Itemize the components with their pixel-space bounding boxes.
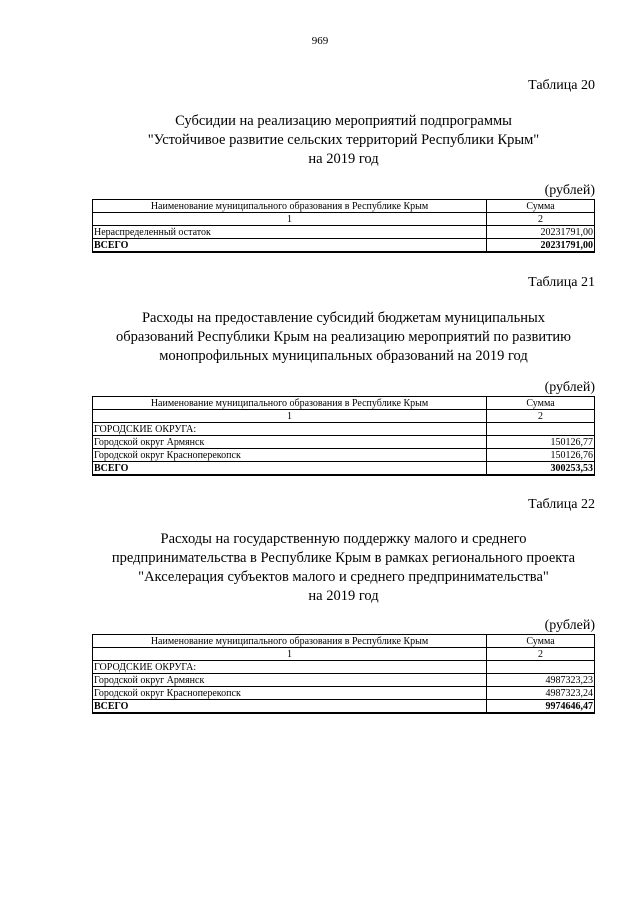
group-row bbox=[93, 661, 595, 674]
column-number: 2 bbox=[487, 410, 595, 423]
total-sum: 20231791,00 bbox=[487, 239, 595, 253]
title-line: Расходы на предоставление субсидий бюджетам муниципальных bbox=[141, 310, 546, 326]
sum-column-header: Сумма bbox=[487, 397, 595, 410]
name-column-header: Наименование муниципального образования в Республике Крым bbox=[93, 635, 487, 648]
row-sum: 150126,77 bbox=[487, 436, 595, 449]
table-21 bbox=[92, 396, 595, 476]
header-row bbox=[93, 397, 595, 410]
page-number: 969 bbox=[311, 35, 329, 47]
total-sum: 9974646,47 bbox=[487, 700, 595, 714]
title-line: Расходы на государственную поддержку малого и среднего bbox=[160, 531, 527, 547]
row-name: Нераспределенный остаток bbox=[93, 226, 487, 239]
row-sum: 4987323,23 bbox=[487, 674, 595, 687]
column-number: 1 bbox=[93, 648, 487, 661]
total-row bbox=[93, 700, 595, 714]
header-row bbox=[93, 200, 595, 213]
total-sum: 300253,53 bbox=[487, 462, 595, 476]
table-label: Таблица 22 bbox=[528, 497, 595, 512]
total-label: ВСЕГО bbox=[93, 462, 487, 476]
column-number: 1 bbox=[93, 213, 487, 226]
table-22 bbox=[92, 634, 595, 714]
group-label: ГОРОДСКИЕ ОКРУГА: bbox=[93, 423, 487, 436]
unit-label: (рублей) bbox=[544, 618, 595, 633]
title-line: "Устойчивое развитие сельских территорий Республики Крым" bbox=[147, 132, 540, 148]
title-line: образований Республики Крым на реализацию мероприятий по развитию bbox=[115, 329, 572, 345]
title-line: Субсидии на реализацию мероприятий подпрограммы bbox=[175, 113, 512, 129]
table-row bbox=[93, 226, 595, 239]
sum-column-header: Сумма bbox=[487, 200, 595, 213]
group-label: ГОРОДСКИЕ ОКРУГА: bbox=[93, 661, 487, 674]
unit-label: (рублей) bbox=[544, 183, 595, 198]
table-row bbox=[93, 436, 595, 449]
title-line: предпринимательства в Республике Крым в рамках регионального проекта bbox=[111, 550, 576, 566]
column-number: 2 bbox=[487, 648, 595, 661]
table-22-section bbox=[92, 497, 595, 513]
row-name: Городской округ Армянск bbox=[93, 674, 487, 687]
table-20-title bbox=[92, 112, 595, 169]
column-number: 1 bbox=[93, 410, 487, 423]
column-number-row bbox=[93, 213, 595, 226]
total-row bbox=[93, 462, 595, 476]
empty-cell bbox=[487, 661, 595, 674]
row-name: Городской округ Красноперекопск bbox=[93, 687, 487, 700]
column-number-row bbox=[93, 410, 595, 423]
total-row bbox=[93, 239, 595, 253]
table-row bbox=[93, 449, 595, 462]
total-label: ВСЕГО bbox=[93, 700, 487, 714]
table-21-title bbox=[92, 309, 595, 366]
header-row bbox=[93, 635, 595, 648]
row-sum: 4987323,24 bbox=[487, 687, 595, 700]
group-row bbox=[93, 423, 595, 436]
table-row bbox=[93, 674, 595, 687]
unit-label: (рублей) bbox=[544, 380, 595, 395]
row-name: Городской округ Красноперекопск bbox=[93, 449, 487, 462]
column-number: 2 bbox=[487, 213, 595, 226]
table-label: Таблица 21 bbox=[528, 275, 595, 290]
table-label: Таблица 20 bbox=[528, 78, 595, 93]
empty-cell bbox=[487, 423, 595, 436]
total-label: ВСЕГО bbox=[93, 239, 487, 253]
table-20 bbox=[92, 199, 595, 253]
title-line: на 2019 год bbox=[308, 151, 379, 167]
name-column-header: Наименование муниципального образования в Республике Крым bbox=[93, 200, 487, 213]
table-22-title bbox=[92, 530, 595, 606]
column-number-row bbox=[93, 648, 595, 661]
row-sum: 20231791,00 bbox=[487, 226, 595, 239]
title-line: на 2019 год bbox=[308, 588, 379, 604]
table-row bbox=[93, 687, 595, 700]
row-sum: 150126,76 bbox=[487, 449, 595, 462]
row-name: Городской округ Армянск bbox=[93, 436, 487, 449]
table-20-section bbox=[92, 78, 595, 94]
sum-column-header: Сумма bbox=[487, 635, 595, 648]
title-line: монопрофильных муниципальных образований на 2019 год bbox=[159, 348, 528, 364]
title-line: "Акселерация субъектов малого и среднего предпринимательства" bbox=[138, 569, 549, 585]
table-21-section bbox=[92, 275, 595, 291]
name-column-header: Наименование муниципального образования в Республике Крым bbox=[93, 397, 487, 410]
